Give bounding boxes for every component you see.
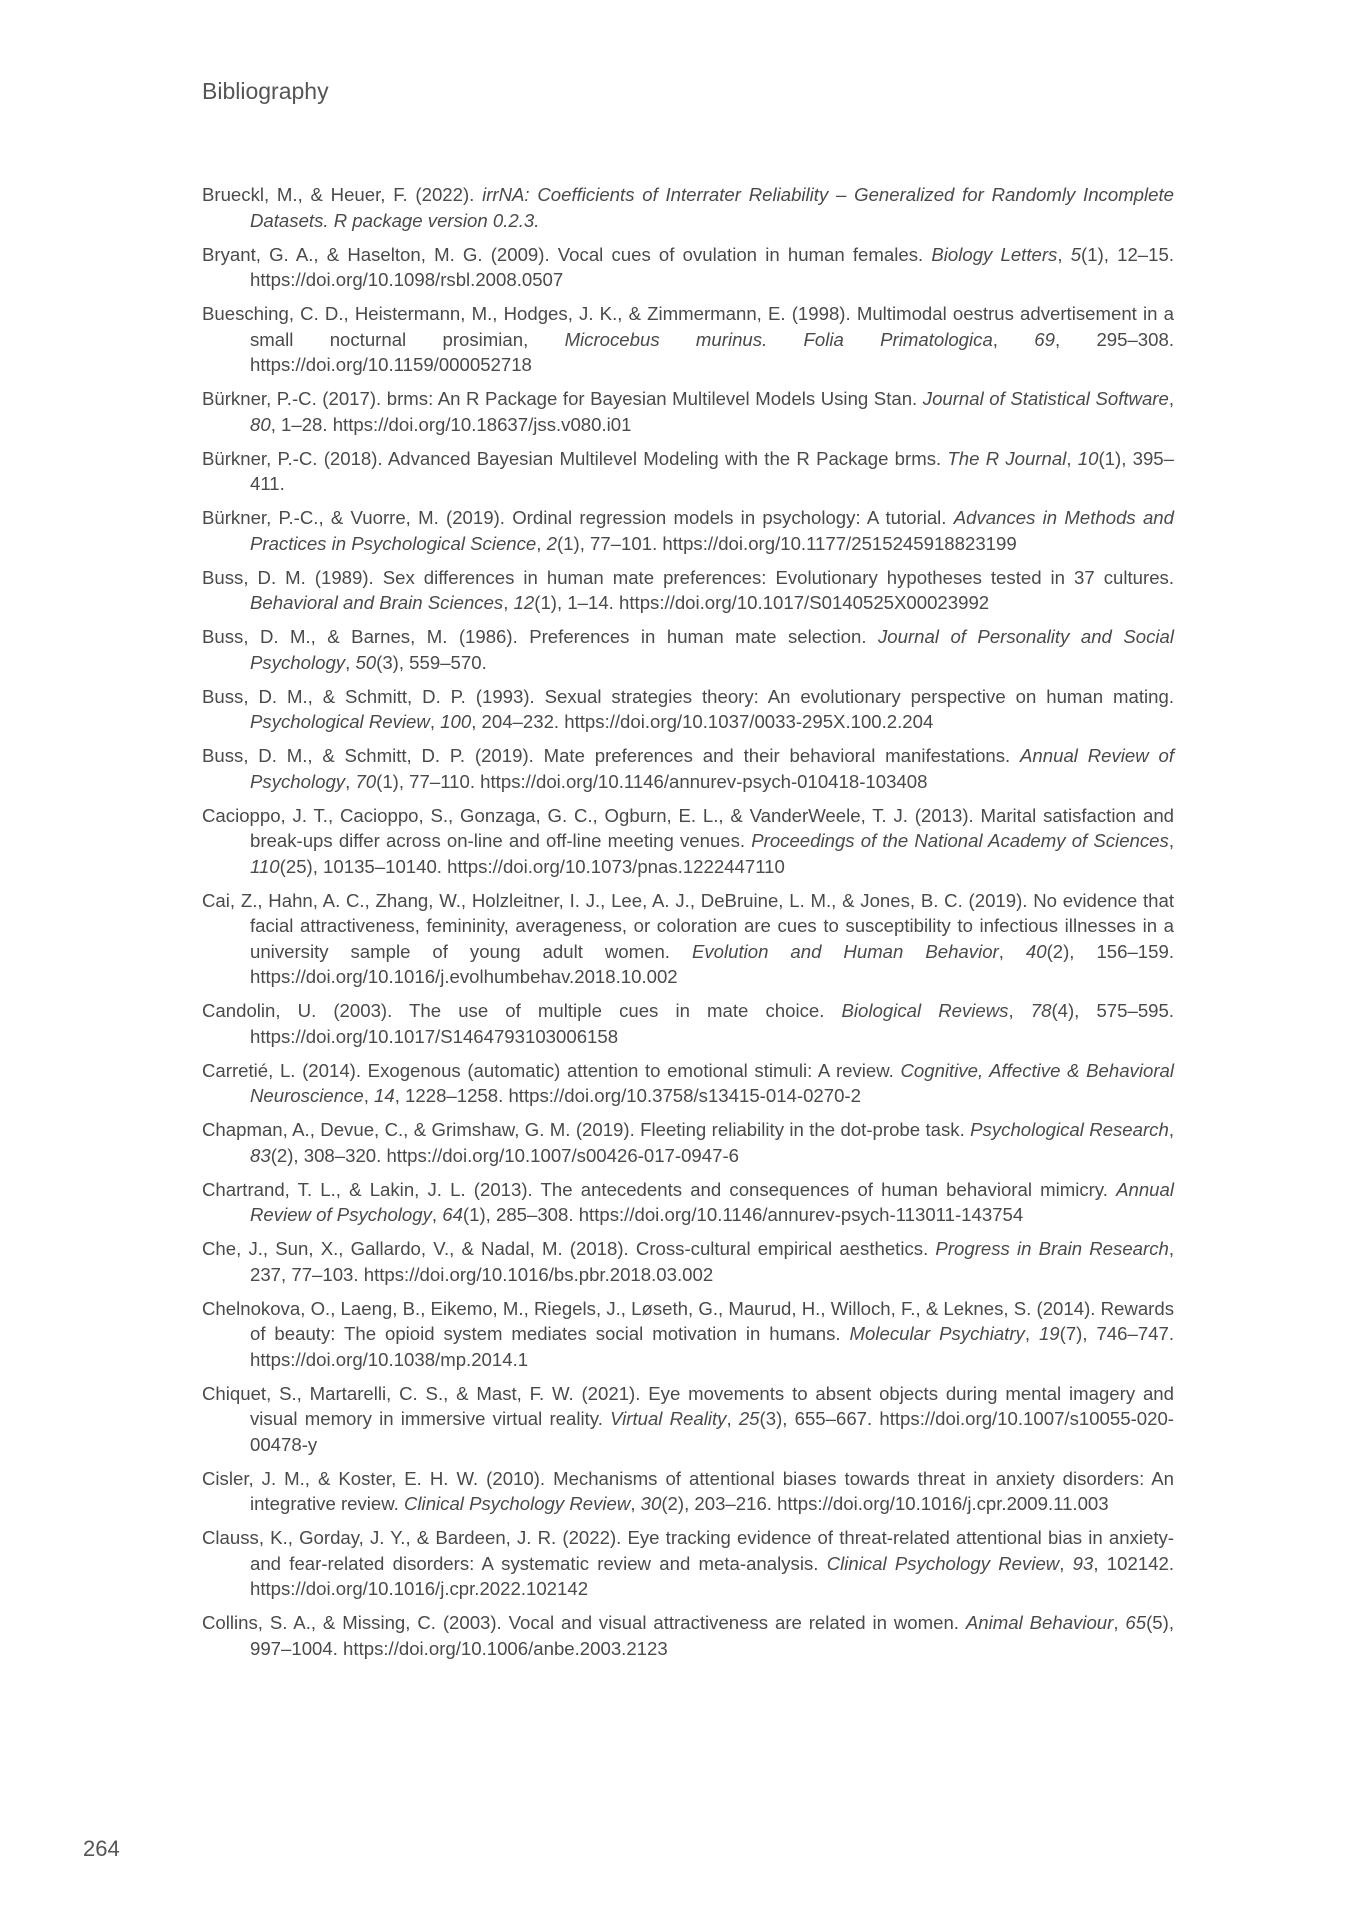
- reference-authors-title: Carretié, L. (2014). Exogenous (automatic) attention to emotional stimuli: A review.: [202, 1059, 901, 1081]
- reference-authors-title: Chapman, A., Devue, C., & Grimshaw, G. M. (2019). Fleeting reliability in the dot-probe task.: [202, 1119, 971, 1140]
- reference-source: Cognitive, Affective & Behavioral Neuroscience: [250, 1059, 1174, 1106]
- reference-source: Journal of Personality and Social Psychology: [250, 626, 1174, 673]
- reference-source: Virtual Reality: [610, 1408, 727, 1429]
- reference-authors-title: Chelnokova, O., Laeng, B., Eikemo, M., Riegels, J., Løseth, G., Maurud, H., Willoch, F., & Leknes, S. (2014). Rewards of beauty: The opioid system mediates social motivation in humans.: [202, 1297, 1174, 1344]
- reference-pages-doi: , 295–308. https://doi.org/10.1159/000052718: [250, 328, 1174, 375]
- reference-entry: [202, 1177, 1174, 1228]
- reference-separator: ,: [536, 532, 547, 554]
- reference-volume: 64: [442, 1204, 463, 1225]
- reference-authors-title: Buesching, C. D., Heistermann, M., Hodges, J. K., & Zimmermann, E. (1998). Multimodal oestrus advertisement in a small nocturnal prosimian,: [202, 303, 1174, 350]
- reference-source: Clinical Psychology Review: [404, 1493, 631, 1514]
- reference-pages-doi: , 1228–1258. https://doi.org/10.3758/s13415-014-0270-2: [394, 1085, 861, 1106]
- reference-authors-title: Che, J., Sun, X., Gallardo, V., & Nadal, M. (2018). Cross-cultural empirical aesthetics.: [202, 1238, 936, 1259]
- reference-pages-doi: (1), 285–308. https://doi.org/10.1146/annurev-psych-113011-143754: [462, 1204, 1024, 1225]
- reference-source: Proceedings of the National Academy of Sciences: [751, 830, 1169, 851]
- reference-volume: 93: [1072, 1552, 1094, 1574]
- reference-volume: 100: [440, 711, 472, 732]
- reference-pages-doi: (1), 77–101. https://doi.org/10.1177/2515245918823199: [556, 532, 1017, 554]
- reference-pages-doi: (7), 746–747. https://doi.org/10.1038/mp.2014.1: [250, 1323, 1175, 1370]
- reference-volume: 80: [250, 413, 271, 435]
- reference-source: irrNA: Coefficients of Interrater Reliability – Generalized for Randomly Incomplete Datasets. R package version 0.2.3.: [250, 184, 1174, 231]
- reference-entry: [202, 743, 1174, 794]
- reference-entry: [202, 1525, 1174, 1602]
- reference-separator: ,: [1168, 1119, 1174, 1140]
- reference-authors-title: Chartrand, T. L., & Lakin, J. L. (2013). The antecedents and consequences of human behavioral mimicry.: [202, 1178, 1117, 1200]
- reference-source: Animal Behaviour: [965, 1612, 1114, 1633]
- reference-entry: [202, 1466, 1174, 1517]
- reference-authors-title: Clauss, K., Gorday, J. Y., & Bardeen, J. R. (2022). Eye tracking evidence of threat-related attentional bias in anxiety- and fear-related disorders: A systematic review and meta-analysis.: [202, 1527, 1174, 1574]
- reference-source: Progress in Brain Research: [935, 1238, 1169, 1259]
- reference-entry: [202, 624, 1174, 675]
- reference-source: Microcebus murinus. Folia Primatologica: [564, 328, 993, 350]
- reference-entry: [202, 998, 1174, 1049]
- reference-separator: ,: [1168, 830, 1174, 851]
- reference-entry: [202, 1117, 1174, 1168]
- reference-volume: 69: [1034, 328, 1055, 350]
- reference-pages-doi: (1), 395–411.: [250, 447, 1174, 494]
- reference-volume: 5: [1070, 243, 1082, 265]
- reference-separator: ,: [1024, 1323, 1039, 1344]
- reference-authors-title: Buss, D. M. (1989). Sex differences in human mate preferences: Evolutionary hypotheses tested in 37 cultures.: [202, 566, 1174, 588]
- reference-authors-title: Brueckl, M., & Heuer, F. (2022).: [202, 184, 483, 205]
- page-number: 264: [83, 1836, 120, 1861]
- reference-separator: ,: [1059, 1552, 1073, 1574]
- reference-authors-title: Collins, S. A., & Missing, C. (2003). Vocal and visual attractiveness are related in women.: [202, 1612, 966, 1633]
- reference-volume: 78: [1030, 1000, 1052, 1021]
- reference-entry: [202, 1296, 1174, 1373]
- reference-source: Evolution and Human Behavior: [691, 940, 999, 962]
- reference-authors-title: Bürkner, P.-C. (2017). brms: An R Package for Bayesian Multilevel Models Using Stan.: [202, 388, 923, 409]
- reference-authors-title: Candolin, U. (2003). The use of multiple cues in mate choice.: [202, 1000, 842, 1021]
- reference-entry: [202, 1058, 1174, 1109]
- reference-source: Psychological Review: [250, 711, 430, 732]
- reference-volume: 40: [1025, 940, 1047, 962]
- reference-volume: 83: [250, 1144, 271, 1166]
- reference-pages-doi: , 237, 77–103. https://doi.org/10.1016/bs.pbr.2018.03.002: [250, 1238, 1174, 1285]
- reference-entry: [202, 301, 1174, 378]
- reference-separator: ,: [345, 770, 356, 792]
- reference-pages-doi: (1), 1–14. https://doi.org/10.1017/S0140525X00023992: [534, 592, 990, 613]
- reference-separator: ,: [992, 328, 1035, 350]
- reference-entry: [202, 505, 1174, 556]
- reference-separator: ,: [726, 1408, 739, 1429]
- reference-authors-title: Bryant, G. A., & Haselton, M. G. (2009). Vocal cues of ovulation in human females.: [202, 243, 932, 265]
- reference-separator: ,: [998, 940, 1026, 962]
- reference-separator: ,: [431, 1204, 443, 1225]
- reference-pages-doi: (3), 559–570.: [376, 651, 487, 673]
- reference-source: Clinical Psychology Review: [826, 1552, 1060, 1574]
- reference-entry: [202, 1236, 1174, 1287]
- reference-volume: 110: [250, 855, 280, 877]
- reference-entry: [202, 888, 1174, 990]
- reference-volume: 25: [738, 1408, 760, 1429]
- reference-authors-title: Buss, D. M., & Schmitt, D. P. (2019). Mate preferences and their behavioral manifestations.: [202, 745, 1021, 766]
- reference-separator: ,: [1008, 1000, 1031, 1021]
- reference-volume: 30: [640, 1493, 662, 1514]
- reference-authors-title: Cisler, J. M., & Koster, E. H. W. (2010). Mechanisms of attentional biases towards threat in anxiety disorders: An integrative review.: [202, 1467, 1174, 1514]
- reference-pages-doi: (1), 77–110. https://doi.org/10.1146/annurev-psych-010418-103408: [376, 770, 928, 792]
- reference-source: Biology Letters: [931, 243, 1058, 265]
- running-header: Bibliography: [202, 78, 329, 104]
- reference-pages-doi: , 1–28. https://doi.org/10.18637/jss.v080.i01: [270, 413, 632, 435]
- reference-separator: ,: [1113, 1612, 1126, 1633]
- reference-separator: ,: [1066, 447, 1078, 469]
- reference-volume: 70: [355, 770, 377, 792]
- reference-authors-title: Chiquet, S., Martarelli, C. S., & Mast, F. W. (2021). Eye movements to absent objects during mental imagery and visual memory in immersive virtual reality.: [202, 1382, 1174, 1429]
- reference-source: Psychological Research: [970, 1119, 1169, 1140]
- reference-pages-doi: (5), 997–1004. https://doi.org/10.1006/anbe.2003.2123: [250, 1612, 1174, 1659]
- reference-separator: ,: [363, 1085, 375, 1106]
- reference-source: Advances in Methods and Practices in Psychological Science: [250, 507, 1174, 554]
- reference-separator: ,: [503, 592, 514, 613]
- reference-entry: [202, 182, 1174, 233]
- reference-pages-doi: , 204–232. https://doi.org/10.1037/0033-295X.100.2.204: [471, 711, 934, 732]
- reference-source: Molecular Psychiatry: [849, 1323, 1025, 1344]
- reference-pages-doi: (2), 308–320. https://doi.org/10.1007/s00426-017-0947-6: [270, 1144, 739, 1166]
- reference-entry: [202, 803, 1174, 880]
- reference-volume: 14: [374, 1085, 395, 1106]
- reference-source: The R Journal: [947, 447, 1067, 469]
- reference-separator: ,: [1168, 388, 1175, 409]
- reference-pages-doi: (4), 575–595. https://doi.org/10.1017/S1464793103006158: [250, 1000, 1175, 1047]
- reference-entry: [202, 242, 1174, 293]
- reference-volume: 10: [1077, 447, 1099, 469]
- reference-pages-doi: , 102142. https://doi.org/10.1016/j.cpr.2022.102142: [250, 1552, 1175, 1599]
- reference-source: Annual Review of Psychology: [250, 1178, 1174, 1225]
- reference-volume: 2: [546, 532, 557, 554]
- reference-pages-doi: (1), 12–15. https://doi.org/10.1098/rsbl.2008.0507: [250, 243, 1174, 290]
- reference-volume: 65: [1125, 1612, 1147, 1633]
- reference-authors-title: Cai, Z., Hahn, A. C., Zhang, W., Holzleitner, I. J., Lee, A. J., DeBruine, L. M., & Jones, B. C. (2019). No evidence that facial attractiveness, femininity, averageness, or coloration are cues to susceptibility to infectious illnesses in a university sample of young adult women.: [202, 889, 1174, 962]
- reference-pages-doi: (3), 655–667. https://doi.org/10.1007/s10055-020-00478-y: [250, 1408, 1174, 1455]
- reference-separator: ,: [630, 1493, 641, 1514]
- reference-separator: ,: [345, 651, 356, 673]
- reference-authors-title: Bürkner, P.-C., & Vuorre, M. (2019). Ordinal regression models in psychology: A tutorial.: [202, 507, 954, 528]
- reference-volume: 12: [513, 592, 535, 613]
- reference-source: Behavioral and Brain Sciences: [250, 592, 504, 613]
- reference-pages-doi: (2), 203–216. https://doi.org/10.1016/j.cpr.2009.11.003: [661, 1493, 1109, 1514]
- reference-authors-title: Buss, D. M., & Barnes, M. (1986). Preferences in human mate selection.: [202, 626, 878, 647]
- reference-separator: ,: [429, 711, 441, 732]
- reference-pages-doi: (2), 156–159. https://doi.org/10.1016/j.evolhumbehav.2018.10.002: [250, 940, 1175, 987]
- reference-entry: [202, 446, 1174, 497]
- reference-separator: ,: [1057, 243, 1071, 265]
- reference-pages-doi: (25), 10135–10140. https://doi.org/10.1073/pnas.1222447110: [279, 855, 785, 877]
- reference-source: Journal of Statistical Software: [922, 388, 1169, 409]
- reference-list: [202, 182, 1174, 1670]
- reference-entry: [202, 684, 1174, 735]
- reference-entry: [202, 1610, 1174, 1661]
- reference-entry: [202, 386, 1174, 437]
- reference-source: Annual Review of Psychology: [250, 745, 1174, 792]
- reference-authors-title: Buss, D. M., & Schmitt, D. P. (1993). Sexual strategies theory: An evolutionary perspective on human mating.: [202, 685, 1174, 707]
- reference-entry: [202, 1381, 1174, 1458]
- reference-volume: 50: [355, 651, 377, 673]
- reference-authors-title: Bürkner, P.-C. (2018). Advanced Bayesian Multilevel Modeling with the R Package brms.: [202, 447, 948, 469]
- reference-entry: [202, 565, 1174, 616]
- reference-source: Biological Reviews: [841, 1000, 1009, 1021]
- reference-volume: 19: [1038, 1323, 1060, 1344]
- reference-authors-title: Cacioppo, J. T., Cacioppo, S., Gonzaga, G. C., Ogburn, E. L., & VanderWeele, T. J. (2013). Marital satisfaction and break-ups differ across on-line and off-line meeting venues.: [202, 804, 1174, 851]
